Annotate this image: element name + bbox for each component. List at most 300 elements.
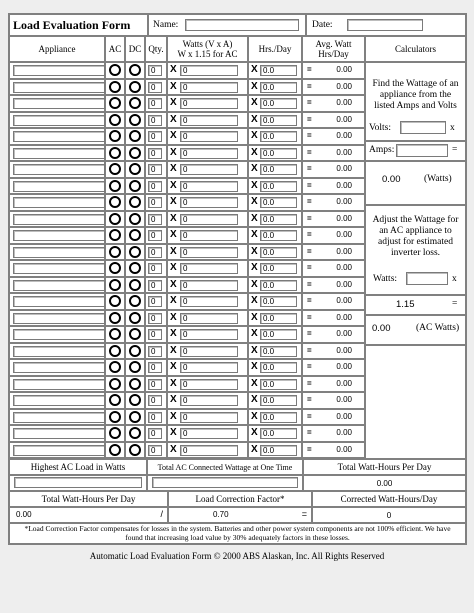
watts-input[interactable]: 0	[180, 181, 238, 192]
equals-sign: =	[307, 98, 312, 107]
dc-cell	[126, 393, 144, 408]
ac-cell	[106, 195, 124, 210]
multiply-sign: X	[170, 163, 177, 174]
multiply-sign: X	[170, 212, 177, 224]
qty-input[interactable]: 0	[148, 395, 162, 406]
avg-watt-cell	[303, 195, 364, 210]
watts-input[interactable]: 0	[180, 164, 238, 175]
ac-radio[interactable]	[109, 427, 121, 439]
qty-cell	[146, 179, 166, 194]
ac-cell	[106, 311, 124, 326]
hrs-input[interactable]: 0.0	[260, 247, 297, 258]
multiply-sign: X	[170, 130, 177, 141]
appliance-input[interactable]	[13, 362, 105, 373]
ac-radio[interactable]	[109, 81, 121, 93]
hrs-input[interactable]: 0.0	[260, 280, 297, 291]
ac-radio[interactable]	[109, 246, 121, 258]
appliance-input[interactable]	[13, 395, 105, 406]
ac-radio[interactable]	[109, 361, 121, 373]
ac-cell	[106, 426, 124, 441]
volts-input[interactable]	[400, 121, 446, 134]
multiply-sign: X	[251, 97, 258, 108]
multiply-sign: X	[170, 443, 177, 455]
hrs-input[interactable]: 0.0	[260, 412, 297, 423]
hrs-input[interactable]: 0.0	[260, 313, 297, 324]
hrs-input[interactable]: 0.0	[260, 98, 297, 109]
multiply-sign: X	[170, 328, 177, 339]
ac-radio[interactable]	[109, 295, 121, 307]
hrs-input[interactable]: 0.0	[260, 82, 297, 93]
qty-input[interactable]: 0	[148, 263, 162, 274]
qty-cell	[146, 426, 166, 441]
row-result: 0.00	[336, 213, 352, 223]
appliance-input[interactable]	[13, 82, 105, 93]
dc-radio[interactable]	[129, 345, 141, 357]
hrs-input[interactable]: 0.0	[260, 181, 297, 192]
hrs-input[interactable]: 0.0	[260, 263, 297, 274]
qty-cell	[146, 162, 166, 177]
ac-radio[interactable]	[109, 163, 121, 175]
row-result: 0.00	[336, 98, 352, 107]
multiply-sign: X	[170, 262, 177, 273]
ac-radio[interactable]	[109, 130, 121, 142]
appliance-input[interactable]	[13, 164, 105, 175]
avg-watt-cell	[303, 228, 364, 243]
qty-cell	[146, 344, 166, 359]
dc-radio[interactable]	[129, 328, 141, 340]
watts-input[interactable]: 0	[180, 362, 238, 373]
multiply-sign: X	[251, 344, 258, 356]
multiply-sign: X	[251, 64, 258, 75]
header-dc: DC	[126, 37, 144, 61]
appliance-input[interactable]	[13, 247, 105, 258]
qty-input[interactable]: 0	[148, 98, 162, 109]
dc-radio[interactable]	[129, 97, 141, 109]
watts-input[interactable]: 0	[180, 98, 238, 109]
appliance-input[interactable]	[13, 148, 105, 159]
ac-cell	[106, 162, 124, 177]
ac-radio[interactable]	[109, 378, 121, 390]
appliance-input[interactable]	[13, 379, 105, 390]
hrs-cell	[249, 162, 301, 177]
watts-input[interactable]: 0	[180, 131, 238, 142]
qty-input[interactable]: 0	[148, 82, 162, 93]
appliance-input[interactable]	[13, 346, 105, 357]
hrs-input[interactable]: 0.0	[260, 214, 297, 225]
dc-radio[interactable]	[129, 394, 141, 406]
watts-input[interactable]: 0	[180, 296, 238, 307]
watts-cell	[168, 443, 247, 458]
appliance-input[interactable]	[13, 445, 105, 456]
qty-input[interactable]: 0	[148, 362, 162, 373]
multiply-sign: X	[251, 394, 258, 405]
ac-radio[interactable]	[109, 328, 121, 340]
multiply-sign: X	[170, 410, 177, 422]
ac-radio[interactable]	[109, 262, 121, 274]
copyright-footer: Automatic Load Evaluation Form © 2000 ABS Alaskan, Inc. All Rights Reserved	[89, 551, 385, 561]
equals-sign: =	[307, 147, 312, 157]
row-result: 0.00	[336, 164, 352, 173]
ac-cell	[106, 146, 124, 161]
dc-radio[interactable]	[129, 213, 141, 225]
volts-label: Volts:	[369, 123, 392, 133]
ac-radio[interactable]	[109, 312, 121, 324]
dc-cell	[126, 360, 144, 375]
row2-total-wh-cell	[10, 508, 167, 522]
watts-input[interactable]: 0	[180, 230, 238, 241]
correction-factor-value: 0.70	[213, 510, 229, 519]
multiply-sign: X	[251, 377, 258, 389]
ac-radio[interactable]	[109, 279, 121, 291]
hrs-input[interactable]: 0.0	[260, 164, 297, 175]
watts-cell	[168, 327, 247, 342]
dc-radio[interactable]	[129, 229, 141, 241]
dc-cell	[126, 327, 144, 342]
appliance-input[interactable]	[13, 280, 105, 291]
dc-radio[interactable]	[129, 180, 141, 192]
equals-sign: =	[307, 395, 312, 404]
ac-cell	[106, 129, 124, 144]
watts-input[interactable]: 0	[180, 197, 238, 208]
avg-watt-cell	[303, 261, 364, 276]
dc-radio[interactable]	[129, 427, 141, 439]
avg-watt-cell	[303, 311, 364, 326]
ac-radio[interactable]	[109, 180, 121, 192]
dc-radio[interactable]	[129, 114, 141, 126]
multiply-sign: X	[170, 361, 177, 372]
avg-watt-cell	[303, 294, 364, 309]
row-result: 0.00	[336, 378, 352, 388]
qty-input[interactable]: 0	[148, 412, 162, 423]
ac-radio[interactable]	[109, 64, 121, 76]
correction-factor-label: Load Correction Factor*	[169, 492, 311, 506]
calc2-description: Adjust the Wattage for an AC appliance to adjust for estimated inverter loss.	[372, 215, 459, 258]
appliance-cell	[10, 146, 104, 161]
dc-radio[interactable]	[129, 81, 141, 93]
qty-input[interactable]: 0	[148, 379, 162, 390]
qty-input[interactable]: 0	[148, 131, 162, 142]
appliance-cell	[10, 327, 104, 342]
ac-radio[interactable]	[109, 444, 121, 456]
appliance-input[interactable]	[13, 313, 105, 324]
dc-radio[interactable]	[129, 444, 141, 456]
hrs-input[interactable]: 0.0	[260, 131, 297, 142]
ac-radio[interactable]	[109, 114, 121, 126]
avg-watt-cell	[303, 113, 364, 128]
dc-radio[interactable]	[129, 130, 141, 142]
qty-input[interactable]: 0	[148, 214, 162, 225]
calc1-unit: (Watts)	[424, 174, 452, 184]
ac-radio[interactable]	[109, 213, 121, 225]
qty-input[interactable]: 0	[148, 313, 162, 324]
watts-input[interactable]: 0	[180, 214, 238, 225]
equals-sign: =	[307, 114, 312, 124]
ac-cell	[106, 113, 124, 128]
watts-cell	[168, 146, 247, 161]
qty-cell	[146, 113, 166, 128]
qty-input[interactable]: 0	[148, 346, 162, 357]
appliance-cell	[10, 443, 104, 458]
calc2-unit: (AC Watts)	[416, 323, 460, 333]
calc2-result-row	[366, 316, 465, 344]
appliance-input[interactable]	[13, 65, 105, 76]
hrs-cell	[249, 344, 301, 359]
avg-watt-cell	[303, 96, 364, 111]
watts-input[interactable]: 0	[180, 65, 238, 76]
hrs-input[interactable]: 0.0	[260, 362, 297, 373]
qty-input[interactable]: 0	[148, 329, 162, 340]
ac-radio[interactable]	[109, 394, 121, 406]
multiply-sign: X	[170, 196, 177, 207]
hrs-cell	[249, 228, 301, 243]
avg-watt-cell	[303, 63, 364, 78]
watts-cell	[168, 212, 247, 227]
multiply-sign: X	[251, 410, 258, 422]
amps-row	[366, 142, 465, 160]
qty-input[interactable]: 0	[148, 65, 162, 76]
dc-cell	[126, 344, 144, 359]
qty-cell	[146, 393, 166, 408]
dc-radio[interactable]	[129, 279, 141, 291]
appliance-cell	[10, 96, 104, 111]
row-result: 0.00	[336, 395, 352, 404]
qty-input[interactable]: 0	[148, 230, 162, 241]
row-result: 0.00	[336, 345, 352, 355]
appliance-input[interactable]	[13, 115, 105, 126]
row-result: 0.00	[336, 362, 352, 371]
amps-input[interactable]	[396, 144, 448, 157]
hrs-input[interactable]: 0.0	[260, 230, 297, 241]
equals-sign: =	[307, 411, 312, 421]
name-input[interactable]	[185, 19, 299, 31]
dc-radio[interactable]	[129, 361, 141, 373]
watts-input[interactable]: 0	[180, 148, 238, 159]
watts-input[interactable]: 0	[180, 115, 238, 126]
correction-equals: =	[301, 509, 307, 519]
qty-cell	[146, 360, 166, 375]
calc1-result-row	[366, 162, 465, 204]
qty-input[interactable]: 0	[148, 445, 162, 456]
dc-radio[interactable]	[129, 147, 141, 159]
avg-watt-cell	[303, 327, 364, 342]
appliance-cell	[10, 129, 104, 144]
appliance-cell	[10, 195, 104, 210]
multiply-sign: X	[170, 113, 177, 125]
appliance-input[interactable]	[13, 263, 105, 274]
ac-radio[interactable]	[109, 97, 121, 109]
header-watts-line1: Watts (V x A)	[182, 39, 233, 49]
calc1-description: Find the Wattage of an appliance from the listed Amps and Volts	[372, 79, 459, 111]
ac-cell	[106, 360, 124, 375]
hrs-input[interactable]: 0.0	[260, 115, 297, 126]
qty-input[interactable]: 0	[148, 428, 162, 439]
ac-radio[interactable]	[109, 411, 121, 423]
hrs-input[interactable]: 0.0	[260, 148, 297, 159]
multiply-sign: X	[170, 64, 177, 75]
multiply-sign: X	[251, 80, 258, 92]
dc-radio[interactable]	[129, 196, 141, 208]
watts-input[interactable]: 0	[180, 379, 238, 390]
hrs-input[interactable]: 0.0	[260, 346, 297, 357]
multiply-sign: X	[170, 146, 177, 158]
row-result: 0.00	[336, 81, 352, 91]
hrs-input[interactable]: 0.0	[260, 296, 297, 307]
watts-input[interactable]: 0	[180, 313, 238, 324]
qty-cell	[146, 410, 166, 425]
equals-sign: =	[307, 312, 312, 322]
watts-input[interactable]: 0	[180, 412, 238, 423]
watts-input[interactable]: 0	[180, 263, 238, 274]
appliance-input[interactable]	[13, 214, 105, 225]
qty-cell	[146, 195, 166, 210]
appliance-input[interactable]	[13, 181, 105, 192]
appliance-input[interactable]	[13, 230, 105, 241]
dc-cell	[126, 245, 144, 260]
watts-cell	[168, 377, 247, 392]
qty-input[interactable]: 0	[148, 296, 162, 307]
qty-input[interactable]: 0	[148, 148, 162, 159]
qty-input[interactable]: 0	[148, 197, 162, 208]
equals-sign: =	[307, 378, 312, 388]
appliance-cell	[10, 162, 104, 177]
hrs-input[interactable]: 0.0	[260, 395, 297, 406]
corrected-wh-label: Corrected Watt-Hours/Day	[313, 492, 465, 506]
appliance-cell	[10, 344, 104, 359]
avg-watt-cell	[303, 80, 364, 95]
watts-input[interactable]: 0	[180, 428, 238, 439]
ac-radio[interactable]	[109, 345, 121, 357]
appliance-cell	[10, 426, 104, 441]
appliance-input[interactable]	[13, 412, 105, 423]
appliance-cell	[10, 80, 104, 95]
watts-input[interactable]: 0	[180, 247, 238, 258]
qty-input[interactable]: 0	[148, 164, 162, 175]
multiply-sign: X	[251, 245, 258, 257]
watts-input[interactable]: 0	[180, 346, 238, 357]
ac-radio[interactable]	[109, 229, 121, 241]
appliance-input[interactable]	[13, 98, 105, 109]
avg-watt-cell	[303, 278, 364, 293]
calculator-blank	[366, 346, 465, 458]
total-wh-value: 0.00	[304, 476, 465, 490]
watts-input[interactable]: 0	[180, 329, 238, 340]
appliance-input[interactable]	[13, 197, 105, 208]
appliance-input[interactable]	[13, 329, 105, 340]
hrs-input[interactable]: 0.0	[260, 197, 297, 208]
dc-radio[interactable]	[129, 262, 141, 274]
hrs-cell	[249, 410, 301, 425]
watts-cell	[168, 245, 247, 260]
hrs-cell	[249, 113, 301, 128]
dc-radio[interactable]	[129, 163, 141, 175]
highest-ac-label: Highest AC Load in Watts	[10, 460, 146, 474]
dc-radio[interactable]	[129, 411, 141, 423]
ac-cell	[106, 261, 124, 276]
calc2-watts-input[interactable]	[406, 272, 448, 285]
hrs-input[interactable]: 0.0	[260, 329, 297, 340]
qty-input[interactable]: 0	[148, 280, 162, 291]
header-avg-watt	[303, 37, 364, 61]
watts-input[interactable]: 0	[180, 82, 238, 93]
ac-cell	[106, 393, 124, 408]
row-result: 0.00	[336, 197, 352, 206]
calc2-watts-label: Watts:	[373, 274, 398, 284]
watts-input[interactable]: 0	[180, 395, 238, 406]
qty-cell	[146, 129, 166, 144]
ac-adjust-calculator	[366, 206, 465, 294]
watts-cell	[168, 360, 247, 375]
avg-watt-cell	[303, 245, 364, 260]
dc-cell	[126, 96, 144, 111]
hrs-input[interactable]: 0.0	[260, 445, 297, 456]
hrs-input[interactable]: 0.0	[260, 428, 297, 439]
multiply-sign: X	[251, 427, 258, 438]
ac-radio[interactable]	[109, 147, 121, 159]
watts-input[interactable]: 0	[180, 445, 238, 456]
appliance-input[interactable]	[13, 131, 105, 142]
ac-cell	[106, 278, 124, 293]
multiply-sign: X	[170, 295, 177, 306]
appliance-input[interactable]	[13, 428, 105, 439]
dc-radio[interactable]	[129, 246, 141, 258]
equals-sign: =	[307, 329, 312, 338]
qty-input[interactable]: 0	[148, 115, 162, 126]
date-input[interactable]	[347, 19, 423, 31]
appliance-input[interactable]	[13, 296, 105, 307]
qty-cell	[146, 80, 166, 95]
ac-radio[interactable]	[109, 196, 121, 208]
total-ac-input[interactable]	[152, 477, 298, 488]
hrs-input[interactable]: 0.0	[260, 379, 297, 390]
equals-sign: =	[307, 197, 312, 206]
hrs-cell	[249, 294, 301, 309]
qty-input[interactable]: 0	[148, 181, 162, 192]
hrs-input[interactable]: 0.0	[260, 65, 297, 76]
hrs-cell	[249, 80, 301, 95]
equals-sign: =	[307, 65, 312, 74]
avg-watt-cell	[303, 179, 364, 194]
dc-radio[interactable]	[129, 64, 141, 76]
appliance-cell	[10, 393, 104, 408]
watts-cell	[168, 344, 247, 359]
dc-cell	[126, 80, 144, 95]
ac-cell	[106, 410, 124, 425]
watts-cell	[168, 228, 247, 243]
multiply-sign: X	[251, 196, 258, 207]
equals-sign: =	[307, 180, 312, 190]
qty-cell	[146, 377, 166, 392]
qty-cell	[146, 228, 166, 243]
dc-radio[interactable]	[129, 295, 141, 307]
row-result: 0.00	[336, 329, 352, 338]
dc-radio[interactable]	[129, 378, 141, 390]
qty-input[interactable]: 0	[148, 247, 162, 258]
ac-cell	[106, 377, 124, 392]
multiply-sign: X	[170, 97, 177, 108]
dc-radio[interactable]	[129, 312, 141, 324]
ac-cell	[106, 443, 124, 458]
multiply-sign: X	[170, 278, 177, 290]
row-result: 0.00	[336, 411, 352, 421]
watts-cell	[168, 410, 247, 425]
header-avg-line2: Hrs/Day	[318, 49, 349, 59]
watts-input[interactable]: 0	[180, 280, 238, 291]
correction-factor-cell	[169, 508, 311, 522]
dc-cell	[126, 179, 144, 194]
watts-cell	[168, 80, 247, 95]
highest-ac-input[interactable]	[14, 477, 142, 488]
avg-watt-cell	[303, 426, 364, 441]
